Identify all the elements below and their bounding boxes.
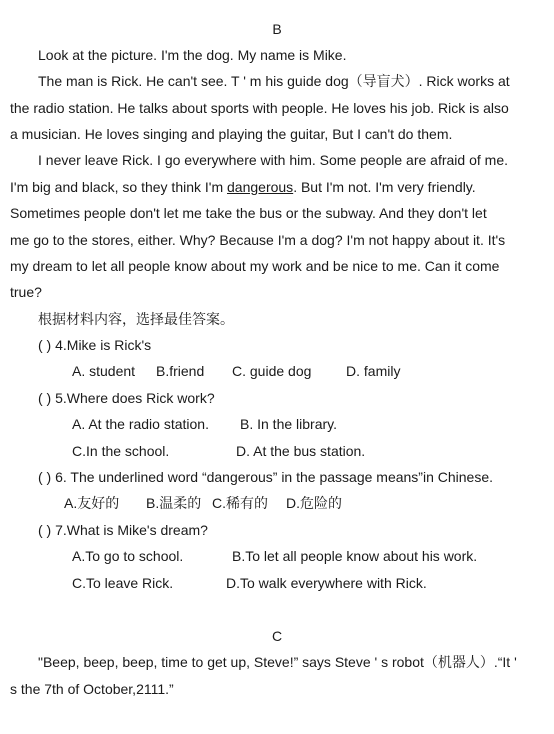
- question-stem: ( ) 4.Mike is Rick's: [38, 337, 152, 353]
- section-c-heading: C: [271, 628, 283, 644]
- passage-text: I'm big and black, so they think I'm: [10, 179, 224, 195]
- answer-option: D.危险的: [286, 495, 342, 511]
- answer-option: C. guide dog: [232, 363, 312, 379]
- answer-option: B.friend: [156, 363, 205, 379]
- answer-option: C.稀有的: [212, 495, 268, 511]
- answer-option: A.友好的: [64, 495, 120, 511]
- section-b-heading: B: [272, 21, 282, 37]
- passage-line: s the 7th of October,2111.”: [10, 681, 174, 697]
- answer-option: D.To walk everywhere with Rick.: [226, 575, 427, 591]
- passage-line: true?: [10, 284, 42, 300]
- answer-option: D. family: [346, 363, 401, 379]
- instruction: 根据材料内容，选择最佳答案。: [38, 311, 234, 327]
- passage-text: . But I'm not. I'm very friendly.: [293, 179, 476, 195]
- passage-line: Look at the picture. I'm the dog. My name is Mike.: [38, 47, 347, 63]
- passage-line: me go to the stores, either. Why? Because I'm a dog? I'm not happy about it. It's: [10, 232, 506, 248]
- question-stem: ( ) 6. The underlined word “dangerous” in the passage means”in Chinese.: [38, 469, 493, 485]
- answer-option: C.In the school.: [72, 443, 170, 459]
- passage-line: my dream to let all people know about my work and be nice to me. Can it come: [10, 258, 500, 274]
- passage-line: I never leave Rick. I go everywhere with him. Some people are afraid of me.: [38, 152, 508, 168]
- passage-line: The man is Rick. He can't see. T ' m his guide dog（导盲犬）. Rick works at: [38, 73, 510, 89]
- answer-option: A. student: [72, 363, 136, 379]
- answer-option: B. In the library.: [240, 416, 338, 432]
- answer-option: C.To leave Rick.: [72, 575, 174, 591]
- underlined-word: dangerous: [227, 179, 294, 195]
- question-stem: ( ) 7.What is Mike's dream?: [38, 522, 208, 538]
- question-stem: ( ) 5.Where does Rick work?: [38, 390, 215, 406]
- passage-line: a musician. He loves singing and playing the guitar, But I can't do them.: [10, 126, 453, 142]
- passage-line: Sometimes people don't let me take the bus or the subway. And they don't let: [10, 205, 487, 221]
- answer-option: A. At the radio station.: [72, 416, 209, 432]
- answer-option: A.To go to school.: [72, 548, 184, 564]
- passage-line: "Beep, beep, beep, time to get up, Steve!” says Steve ' s robot（机器人）.“It ': [38, 654, 517, 670]
- answer-option: D. At the bus station.: [236, 443, 366, 459]
- answer-option: B.温柔的: [146, 495, 202, 511]
- passage-line: [10, 178, 476, 196]
- answer-option: B.To let all people know about his work.: [232, 548, 478, 564]
- passage-line: the radio station. He talks about sports with people. He loves his job. Rick is also: [10, 100, 509, 116]
